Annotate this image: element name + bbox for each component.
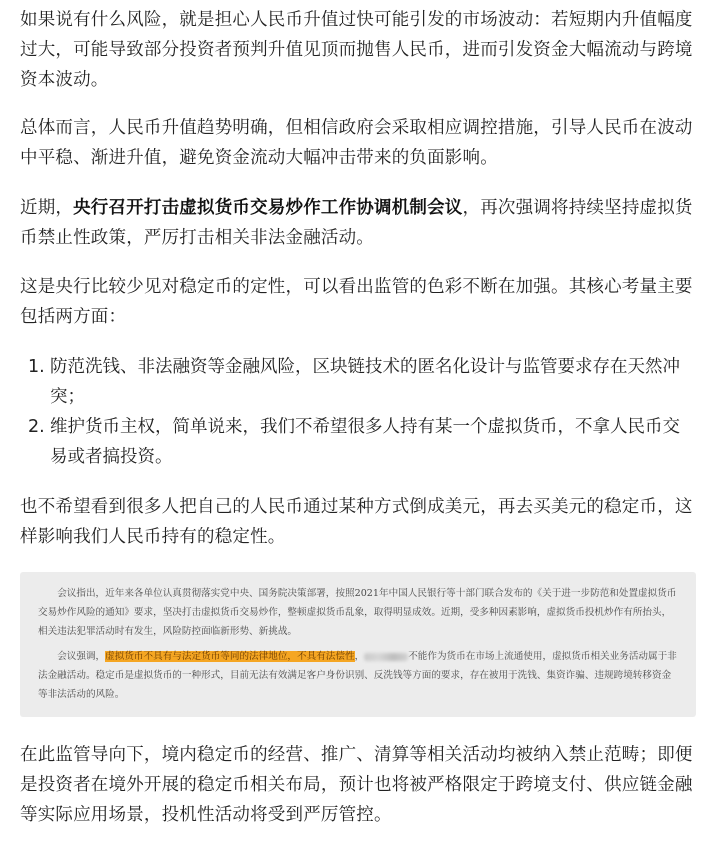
list-item <box>20 352 696 412</box>
p3-tail: ，再次强调将持续坚持虚拟货币禁止性政策，严厉打击相关非法金融活动。 <box>20 198 693 248</box>
quoted-document-image <box>20 572 696 717</box>
paragraph-regulatory-outlook: 在此监管导向下，境内稳定币的经营、推广、清算等相关活动均被纳入禁止范畴；即便是投资者在境外开展的稳定币相关布局，预计也将被严格限定于跨境支付、供应链金融等实际应用场景，投机性活动将受到严厉管控。 <box>20 745 693 825</box>
considerations-list <box>20 352 696 472</box>
quote-paragraph-2: 会议强调，虚拟货币不具有与法定货币等同的法律地位，不具有法偿性， 不能作为货币在市场上流通使用，虚拟货币相关业务活动属于非法金融活动。稳定币是虚拟货币的一种形式，目前无法有效满足客户身份识别、反洗钱等方面的要求，存在被用于洗钱、集资诈骗、违规跨境转移资金等非法活动的风险。 <box>38 651 677 700</box>
meeting-title-bold: 央行召开打击虚拟货币交易炒作工作协调机制会议 <box>73 198 463 218</box>
quote-text <box>38 584 678 704</box>
paragraph-stablecoin-stance: 这是央行比较少见对稳定币的定性，可以看出监管的色彩不断在加强。其核心考量主要包括两方面： <box>20 277 693 327</box>
quote-paragraph-1: 会议指出，近年来各单位认真贯彻落实党中央、国务院决策部署，按照2021年中国人民银行等十部门联合发布的《关于进一步防范和处置虚拟货币交易炒作风险的通知》要求，坚决打击虚拟货币交易炒作，整顿虚拟货币乱象，取得明显成效。近期，受多种因素影响，虚拟货币投机炒作有所抬头，相关违法犯罪活动时有发生，风险防控面临新形势、新挑战。 <box>38 588 677 637</box>
quote-tail: 不能作为货币在市场上流通使用，虚拟货币相关业务活动属于非法金融活动。稳定币是虚拟货币的一种形式，目前无法有效满足客户身份识别、反洗钱等方面的要求，存在被用于洗钱、集资诈骗、违规跨境转移资金等非法活动的风险。 <box>38 651 677 700</box>
list-item-text: 防范洗钱、非法融资等金融风险，区块链技术的匿名化设计与监管要求存在天然冲突； <box>50 357 680 407</box>
p3-lead: 近期， <box>20 198 74 218</box>
paragraph-usd-concern: 也不希望看到很多人把自己的人民币通过某种方式倒成美元，再去买美元的稳定币，这样影响我们人民币持有的稳定性。 <box>20 497 693 547</box>
list-number: 2. <box>28 417 45 437</box>
paragraph-risk: 如果说有什么风险，就是担心人民币升值过快可能引发的市场波动：若短期内升值幅度过大，可能导致部分投资者预判升值见顶而抛售人民币，进而引发资金大幅流动与跨境资本波动。 <box>20 10 693 90</box>
quote-lead: 会议强调， <box>57 651 106 662</box>
list-number: 1. <box>28 357 45 377</box>
paragraph-summary: 总体而言，人民币升值趋势明确，但相信政府会采取相应调控措施，引导人民币在波动中平稳、渐进升值，避免资金流动大幅冲击带来的负面影响。 <box>20 118 693 168</box>
paragraph-pboc-meeting <box>20 193 696 253</box>
blurred-redaction <box>364 653 408 661</box>
list-item-text: 维护货币主权，简单说来，我们不希望很多人持有某一个虚拟货币，不拿人民币交易或者搞投资。 <box>50 417 680 467</box>
list-item <box>20 412 696 472</box>
highlighted-text: 虚拟货币不具有与法定货币等同的法律地位，不具有法偿性 <box>105 651 355 662</box>
